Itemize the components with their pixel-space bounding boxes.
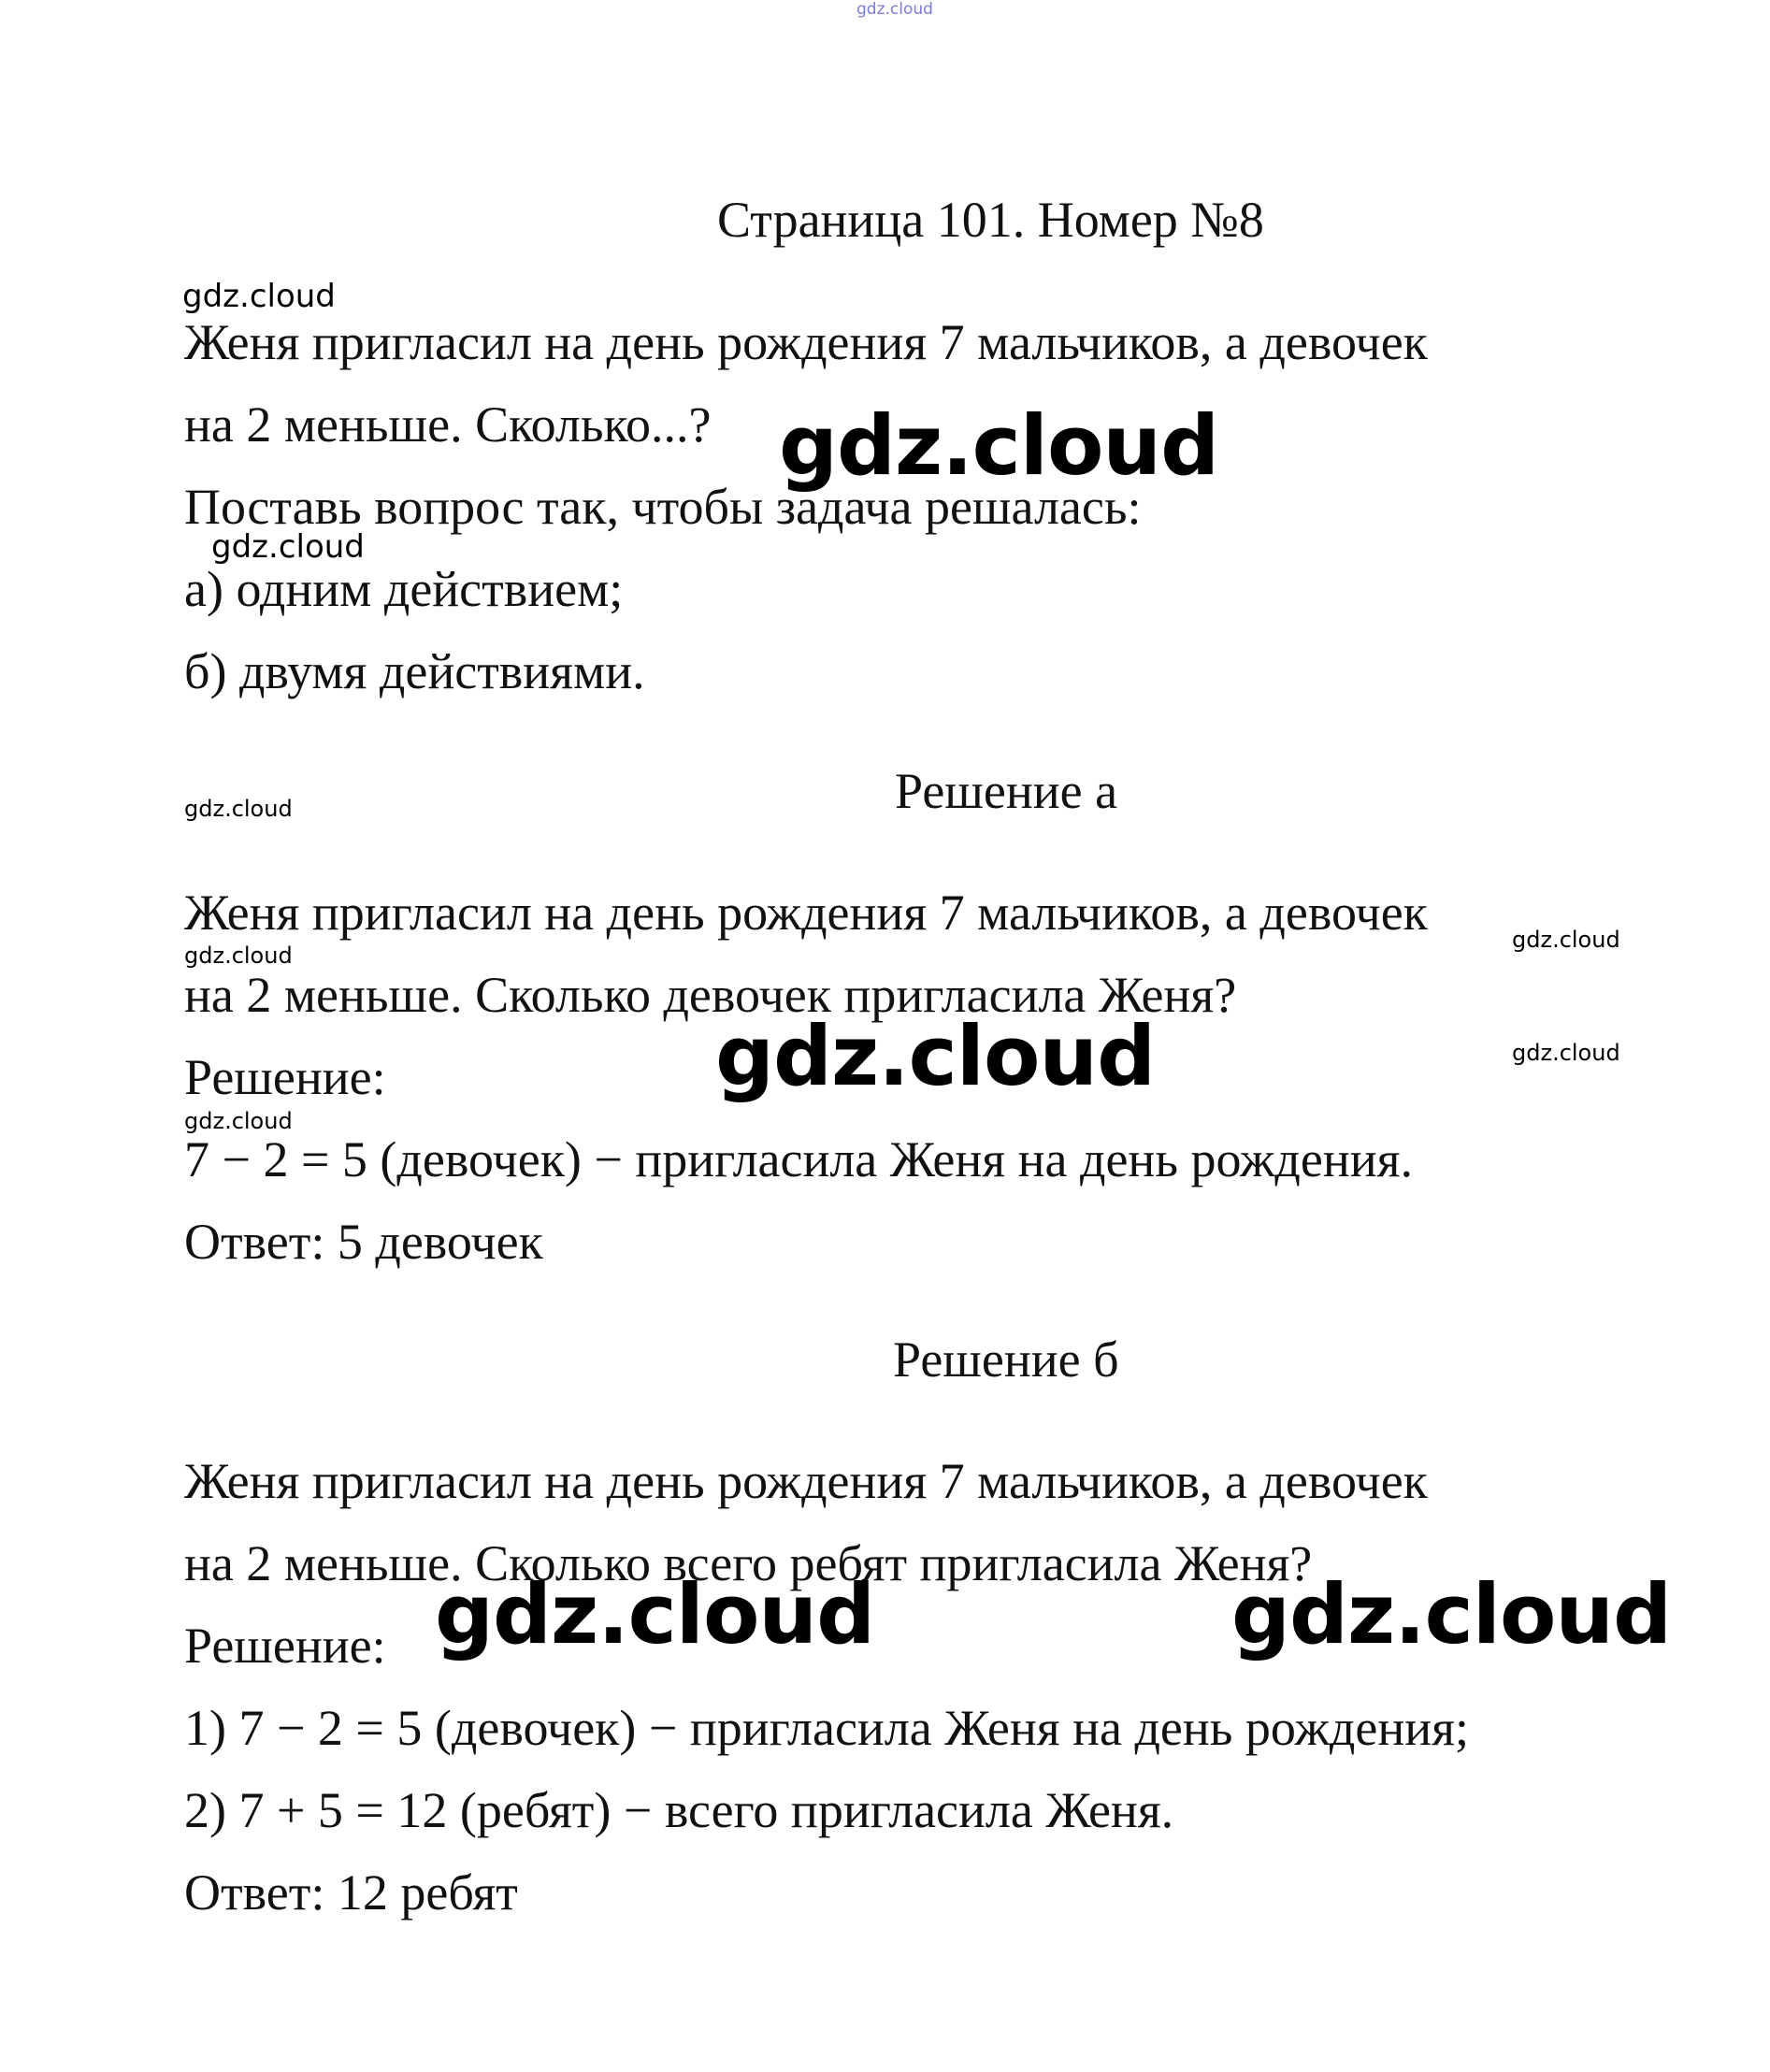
solution-b-heading: Решение б: [893, 1331, 1119, 1388]
task-line-4: а) одним действием;: [184, 561, 624, 617]
page-title: Страница 101. Номер №8: [717, 192, 1264, 248]
solution-b-answer: Ответ: 12 ребят: [184, 1864, 518, 1921]
watermark-large: gdz.cloud: [435, 1566, 875, 1662]
watermark: gdz.cloud: [1512, 1040, 1620, 1066]
solution-b-line-1: Женя пригласил на день рождения 7 мальчиков, а девочек: [184, 1453, 1428, 1509]
watermark-large: gdz.cloud: [1231, 1566, 1672, 1662]
solution-b-line-2: на 2 меньше. Сколько всего ребят пригласила Женя?: [184, 1535, 1313, 1591]
watermark: gdz.cloud: [182, 278, 336, 315]
task-line-2: на 2 меньше. Сколько...?: [184, 396, 712, 453]
watermark: gdz.cloud: [184, 796, 293, 822]
watermark: gdz.cloud: [1512, 927, 1620, 953]
solution-a-line-2: на 2 меньше. Сколько девочек пригласила Женя?: [184, 967, 1237, 1023]
watermark-top: gdz.cloud: [856, 0, 933, 19]
watermark-large: gdz.cloud: [779, 397, 1219, 494]
watermark: gdz.cloud: [184, 942, 293, 969]
solution-a-line-3: Решение:: [184, 1049, 386, 1105]
watermark: gdz.cloud: [211, 528, 365, 566]
solution-a-line-1: Женя пригласил на день рождения 7 мальчиков, а девочек: [184, 885, 1428, 941]
solution-b-line-3: Решение:: [184, 1618, 386, 1674]
solution-a-line-4: 7 − 2 = 5 (девочек) − пригласила Женя на день рождения.: [184, 1131, 1413, 1187]
task-line-3: Поставь вопрос так, чтобы задача решалась:: [184, 479, 1142, 535]
task-line-1: Женя пригласил на день рождения 7 мальчиков, а девочек: [184, 314, 1428, 370]
task-line-5: б) двумя действиями.: [184, 643, 645, 699]
solution-b-line-5: 2) 7 + 5 = 12 (ребят) − всего пригласила Женя.: [184, 1782, 1174, 1838]
watermark-large: gdz.cloud: [715, 1008, 1156, 1104]
solution-b-line-4: 1) 7 − 2 = 5 (девочек) − пригласила Женя на день рождения;: [184, 1700, 1469, 1756]
solution-a-heading: Решение а: [895, 763, 1118, 819]
solution-a-answer: Ответ: 5 девочек: [184, 1214, 543, 1270]
watermark: gdz.cloud: [184, 1108, 293, 1134]
